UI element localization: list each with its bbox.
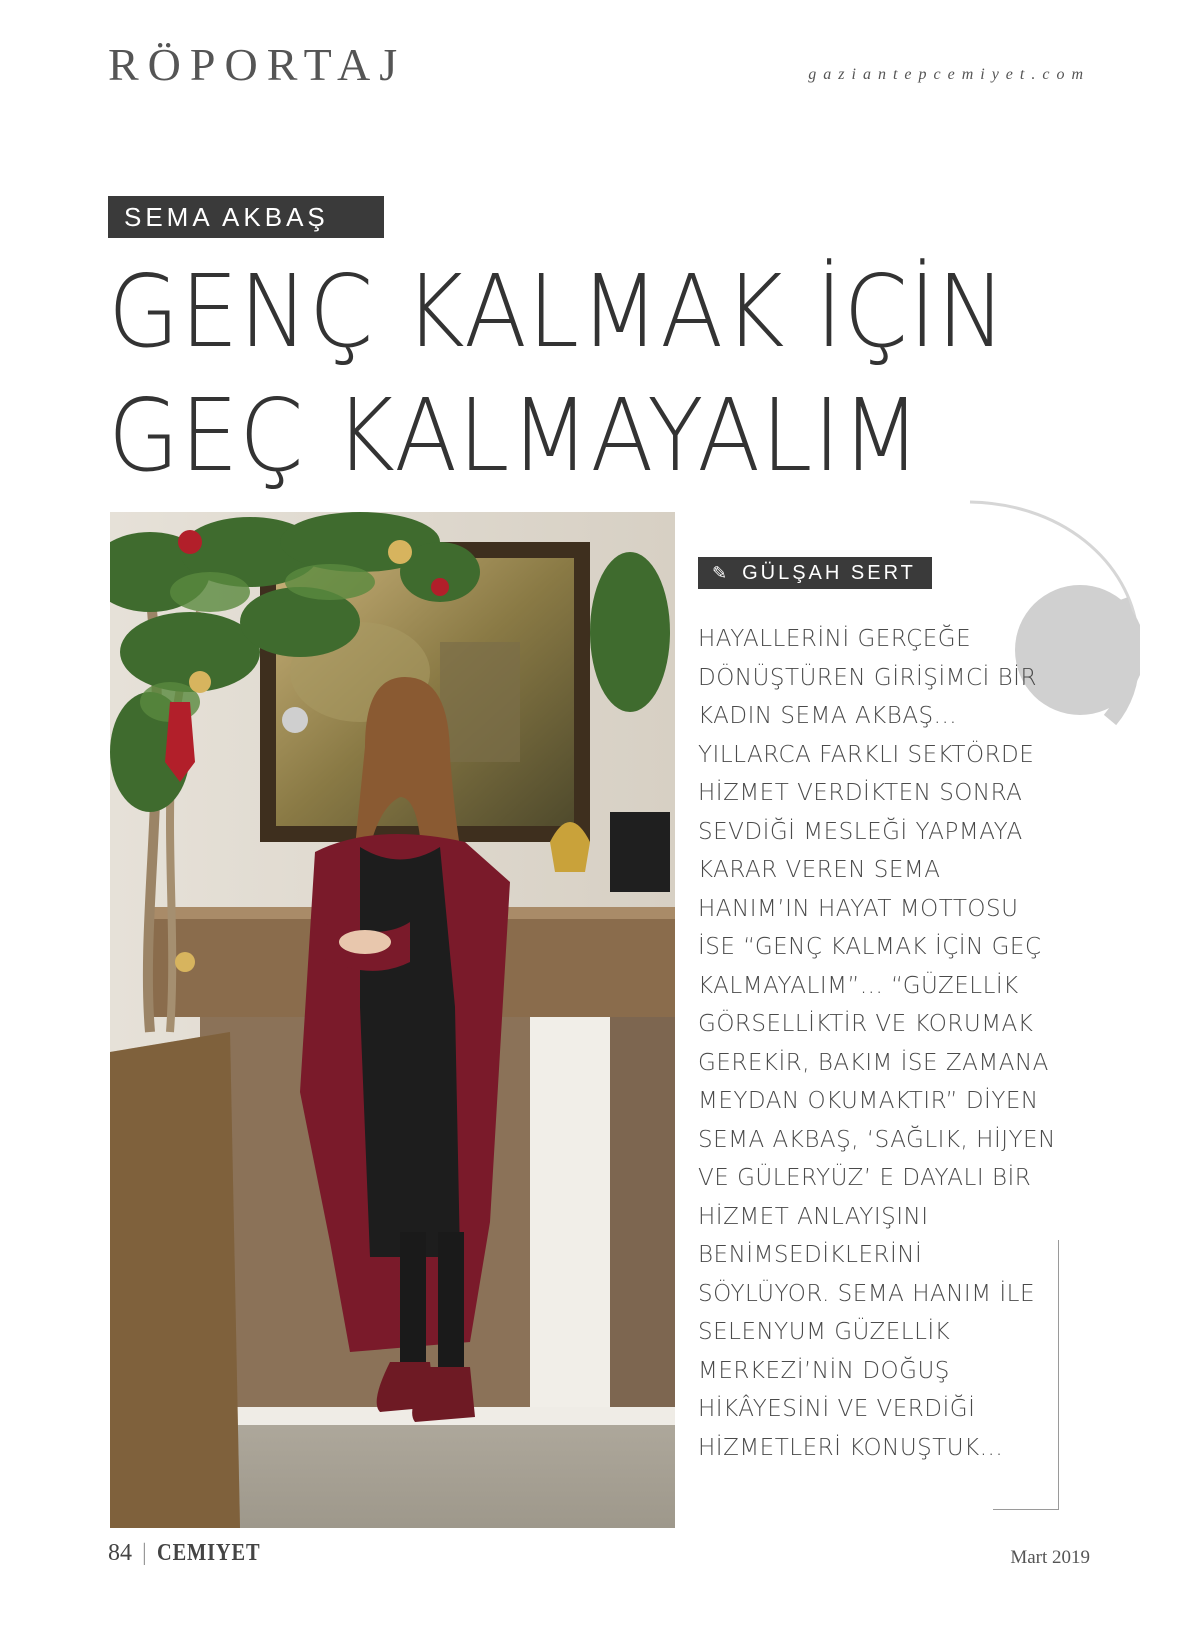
author-name: GÜLŞAH SERT [742,561,916,584]
headline [108,250,1108,498]
section-label: RÖPORTAJ [108,39,407,90]
subject-name-tag [108,196,384,238]
article-intro: HAYALLERİNİ GERÇEĞE DÖNÜŞTÜREN GİRİŞİMCİ BİR KADIN SEMA AKBAŞ... YILLARCA FARKLI SEKTÖRDE HİZMET VERDİKTEN SONRA SEVDİĞİ MESLEĞİ YAPMAYA KARAR VEREN SEMA HANIM’IN HAYAT MOTTOSU İSE “GENÇ KALMAK İÇİN GEÇ KALMAYALIM”... “GÜZELLİK GÖRSELLİKTİR VE KORUMAK GEREKİR, BAKIM İSE ZAMANA MEYDAN OKUMAKTIR” DİYEN SEMA AKBAŞ, ‘SAĞLIK, HİJYEN VE GÜLERYÜZ’ E DAYALI BİR HİZMET ANLAYIŞINI BENİMSEDİKLERİNİ SÖYLÜYOR. SEMA HANIM İLE SELENYUM GÜZELLİK MERKEZİ’NİN DOĞUŞ HİKÂYESİNİ VE VERDİĞİ HİZMETLERİ KONUŞTUK... [698,626,1056,1461]
headline-line-2: GEÇ KALMAYALIM [108,377,922,494]
intro-horizontal-rule [993,1509,1059,1510]
website-url: gaziantepcemiyet.com [808,66,1090,83]
author-tag [698,557,932,589]
magazine-name: CEMIYET [156,1540,261,1566]
pen-icon: ✎ [712,562,731,583]
page-number: 84 [108,1540,132,1566]
portrait-illustration [110,512,675,1528]
issue-date: Mart 2019 [1010,1547,1090,1568]
footer-page-info [108,1540,279,1567]
footer-separator: | [142,1540,147,1566]
portrait-photo [110,512,675,1528]
headline-line-1: GENÇ KALMAK İÇİN [108,253,1007,370]
intro-vertical-rule [1058,1240,1059,1510]
subject-name: SEMA AKBAŞ [124,201,329,232]
